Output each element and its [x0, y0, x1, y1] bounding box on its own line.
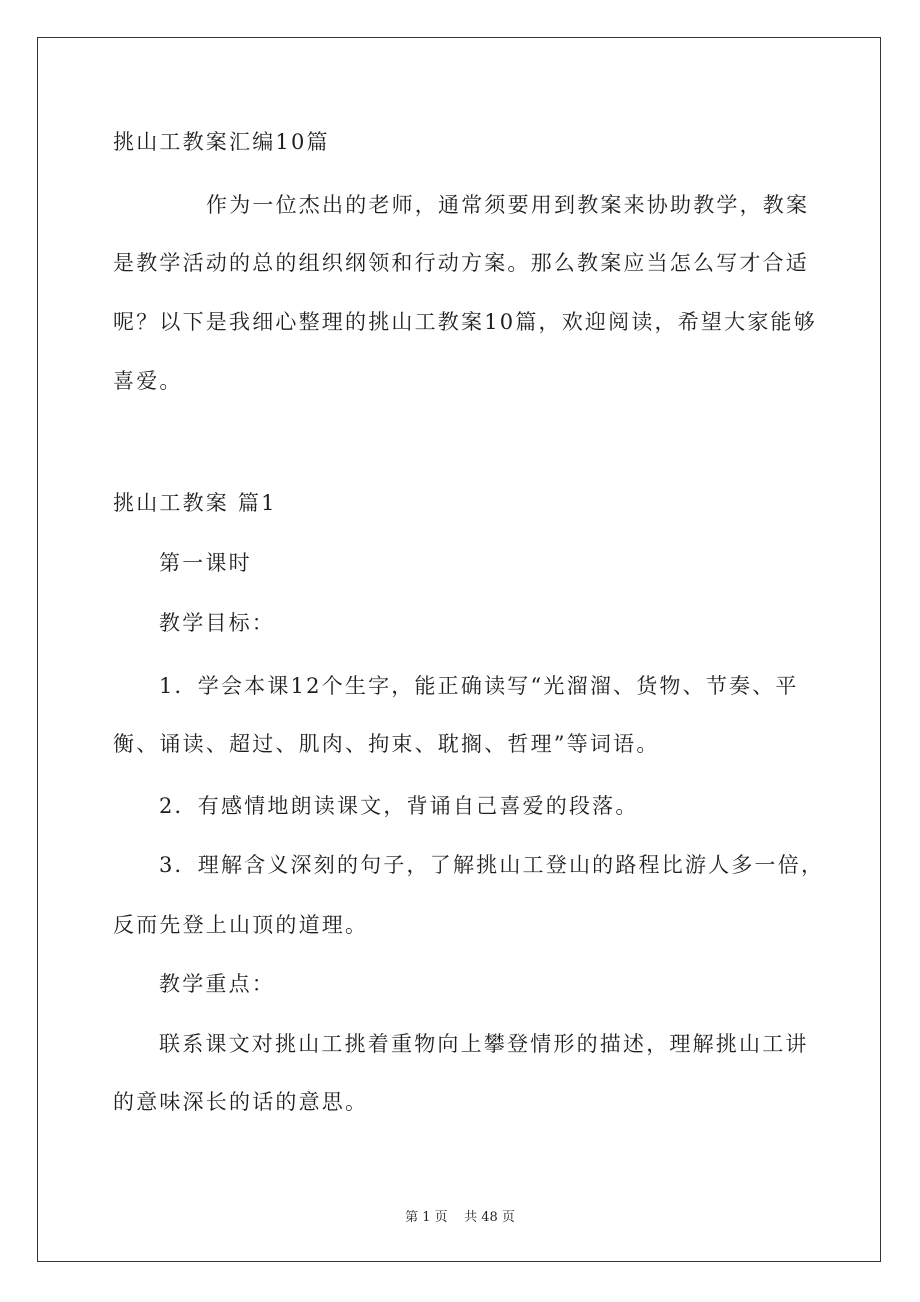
document-title: 挑山工教案汇编10篇 — [113, 130, 330, 154]
goal-item-line: 1．学会本课12个生字，能正确读写“光溜溜、货物、节奏、平 — [159, 674, 799, 698]
focus-paragraph-line: 联系课文对挑山工挑着重物向上攀登情形的描述，理解挑山工讲 — [159, 1032, 809, 1056]
lesson-label: 第一课时 — [159, 551, 252, 575]
goal-item-line: 3．理解含义深刻的句子，了解挑山工登山的路程比游人多一倍， — [159, 853, 825, 877]
intro-paragraph-line: 喜爱。 — [113, 369, 183, 393]
goal-item-line: 反而先登上山顶的道理。 — [113, 913, 369, 937]
intro-paragraph-line: 作为一位杰出的老师，通常须要用到教案来协助教学，教案 — [206, 193, 810, 217]
goal-item-line: 衡、诵读、超过、肌肉、拘束、耽搁、哲理”等词语。 — [113, 732, 660, 756]
intro-paragraph-line: 呢？以下是我细心整理的挑山工教案10篇，欢迎阅读，希望大家能够 — [113, 310, 817, 334]
goals-label: 教学目标： — [159, 611, 275, 635]
focus-label: 教学重点： — [159, 972, 275, 996]
page-border — [37, 37, 881, 1262]
intro-paragraph-line: 是教学活动的总的组织纲领和行动方案。那么教案应当怎么写才合适 — [113, 251, 809, 275]
focus-paragraph-line: 的意味深长的话的意思。 — [113, 1090, 369, 1114]
page-footer: 第 1 页 共 48 页 — [405, 1210, 515, 1225]
goal-item-line: 2．有感情地朗读课文，背诵自己喜爱的段落。 — [159, 794, 639, 818]
section-heading: 挑山工教案 篇1 — [113, 491, 277, 515]
